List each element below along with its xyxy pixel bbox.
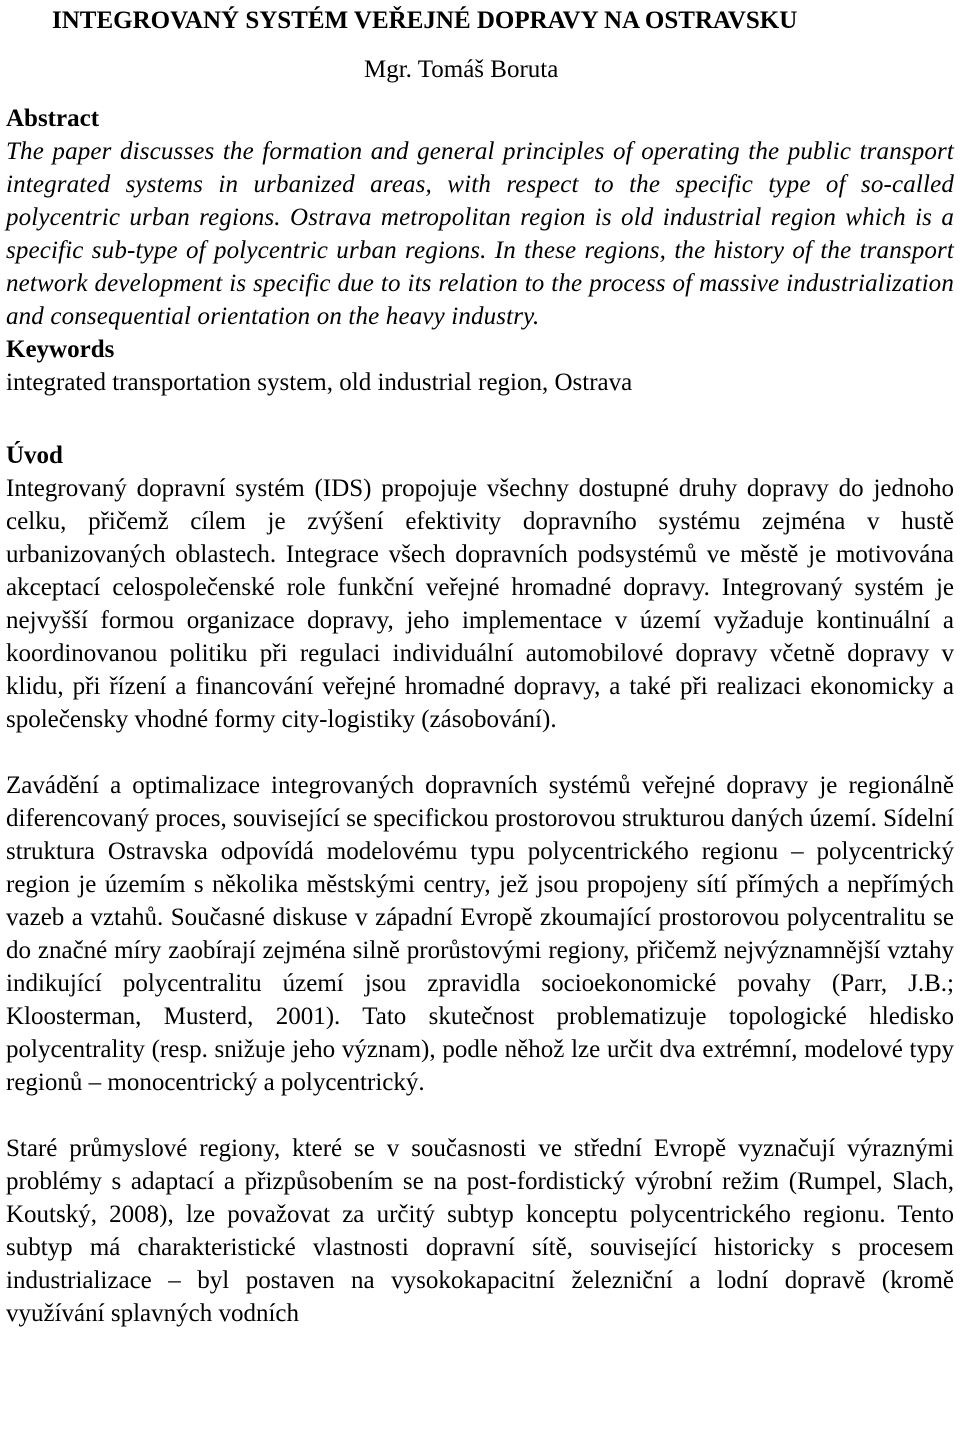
- abstract-text: The paper discusses the formation and general principles of operating the public transport integrated systems in urbanized areas, with respect to the specific type of so-called polycentric urban regions. Ostrava metropolitan region is old industrial region which is a specific sub-type of polycentric urban regions. In these regions, the history of the transport network development is specific due to its relation to the process of massive industrialization and consequential orientation on the heavy industry.: [6, 138, 954, 330]
- introduction-paragraph-1: Integrovaný dopravní systém (IDS) propojuje všechny dostupné druhy dopravy do jednoho celku, přičemž cílem je zvýšení efektivity dopravního systému zejména v hustě urbanizovaných oblastech. Integrace všech dopravních podsystémů ve městě je motivována akceptací celospolečenské role funkční veřejné hromadné dopravy. Integrovaný systém je nejvyšší formou organizace dopravy, jeho implementace v území vyžaduje kontinuální a koordinovanou politiku při regulaci individuální automobilové dopravy včetně dopravy v klidu, při řízení a financování veřejné hromadné dopravy, a také při realizaci ekonomicky a společensky vhodné formy city-logistiky (zásobování).: [6, 475, 954, 733]
- introduction-heading: Úvod: [6, 442, 63, 469]
- document-author: Mgr. Tomáš Boruta: [364, 56, 559, 83]
- document-page: [6, 0, 954, 1330]
- document-title: INTEGROVANÝ SYSTÉM VEŘEJNÉ DOPRAVY NA OSTRAVSKU: [52, 7, 798, 34]
- introduction-paragraph-3: Staré průmyslové regiony, které se v současnosti ve střední Evropě vyznačují výraznými problémy s adaptací a přizpůsobením se na post-fordistický výrobní režim (Rumpel, Slach, Koutský, 2008), lze považovat za určitý subtyp konceptu polycentrického regionu. Tento subtyp má charakteristické vlastnosti dopravní sítě, související historicky s procesem industrializace – byl postaven na vysokokapacitní železniční a lodní dopravě (kromě využívání splavných vodních: [6, 1135, 954, 1327]
- keywords-heading: Keywords: [6, 336, 115, 363]
- introduction-paragraph-2: Zavádění a optimalizace integrovaných dopravních systémů veřejné dopravy je regionálně diferencovaný proces, související se specifickou prostorovou strukturou daných území. Sídelní struktura Ostravska odpovídá modelovému typu polycentrického regionu – polycentrický region je územím s několika městskými centry, jež jsou propojeny sítí přímých a nepřímých vazeb a vztahů. Současné diskuse v západní Evropě zkoumající prostorovou polycentralitu se do značné míry zaobírají zejména silně prorůstovými regiony, přičemž nejvýznamnější vztahy indikující polycentralitu území jsou zpravidla socioekonomické povahy (Parr, J.B.; Kloosterman, Musterd, 2001). Tato skutečnost problematizuje topologické hledisko polycentrality (resp. snižuje jeho význam), podle něhož lze určit dva extrémní, modelové typy regionů – monocentrický a polycentrický.: [6, 772, 954, 1096]
- keywords-text: integrated transportation system, old industrial region, Ostrava: [6, 369, 633, 396]
- abstract-heading: Abstract: [6, 105, 100, 132]
